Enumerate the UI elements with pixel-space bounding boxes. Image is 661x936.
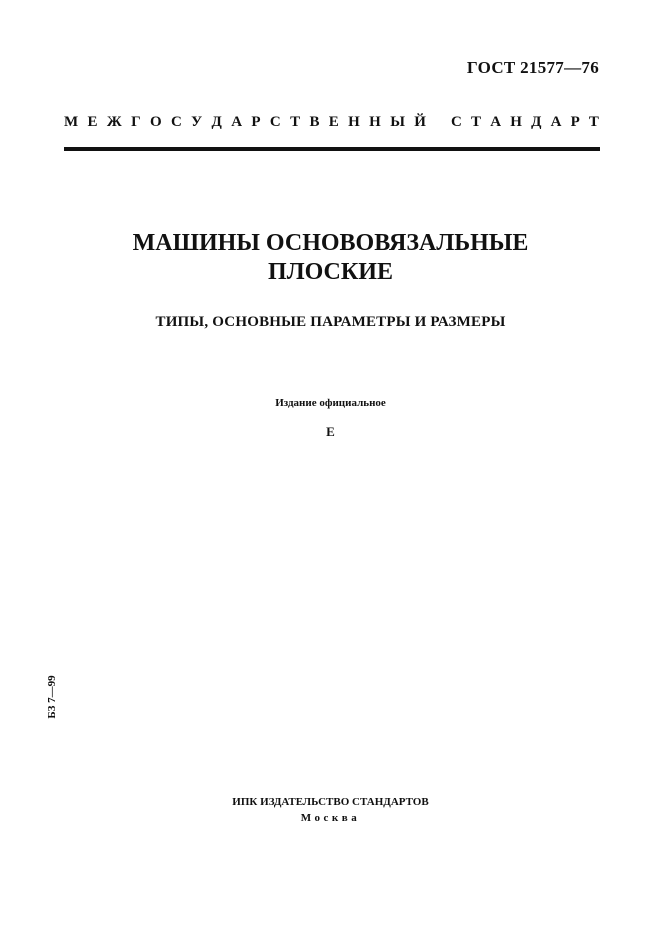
side-code: БЗ 7—99 xyxy=(46,675,58,719)
edition-label: Издание официальное xyxy=(275,397,386,409)
heading-letter: Р xyxy=(570,114,580,130)
heading-letter: А xyxy=(231,114,243,130)
city: Москва xyxy=(300,812,361,824)
interstate-standard-heading xyxy=(64,114,599,131)
heading-letter: Ы xyxy=(390,114,405,130)
heading-letter: М xyxy=(64,114,79,130)
heading-rule xyxy=(64,147,600,151)
heading-letter: Д xyxy=(531,114,542,130)
document-subtitle: ТИПЫ, ОСНОВНЫЕ ПАРАМЕТРЫ И РАЗМЕРЫ xyxy=(155,314,506,330)
heading-letter: Т xyxy=(290,114,301,130)
heading-letter: Р xyxy=(251,114,261,130)
heading-letter: Й xyxy=(414,114,426,130)
heading-letter: А xyxy=(490,114,502,130)
heading-letter: Е xyxy=(328,114,339,130)
heading-letter: Ж xyxy=(106,114,122,130)
heading-letter: А xyxy=(550,114,562,130)
heading-letter: В xyxy=(309,114,320,130)
edition-letter: Е xyxy=(326,424,335,439)
heading-letter: Н xyxy=(510,114,522,130)
title-line-1: МАШИНЫ ОСНОВОВЯЗАЛЬНЫЕ xyxy=(132,230,529,256)
heading-letter: С xyxy=(170,114,182,130)
heading-letter: У xyxy=(191,114,203,130)
heading-letter: Д xyxy=(211,114,222,130)
heading-letter: Е xyxy=(87,114,98,130)
heading-letter: С xyxy=(269,114,281,130)
heading-letter: Г xyxy=(131,114,141,130)
heading-letter: С xyxy=(451,114,462,130)
standard-number: ГОСТ 21577—76 xyxy=(466,58,599,77)
heading-letter: Т xyxy=(588,114,599,130)
heading-letter: Н xyxy=(369,114,381,130)
title-line-2: ПЛОСКИЕ xyxy=(268,259,393,285)
publisher: ИПК ИЗДАТЕЛЬСТВО СТАНДАРТОВ xyxy=(232,796,429,808)
document-title xyxy=(0,229,661,287)
heading-letter: Т xyxy=(471,114,482,130)
heading-letter: О xyxy=(149,114,162,130)
standard-word xyxy=(451,114,599,131)
heading-letter: Н xyxy=(348,114,360,130)
interstate-word xyxy=(64,114,426,131)
